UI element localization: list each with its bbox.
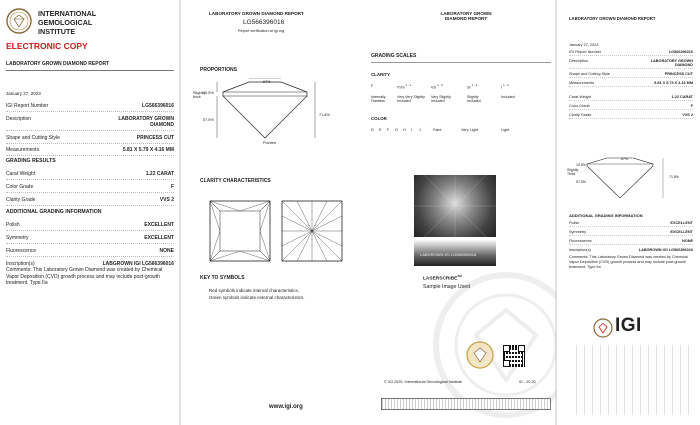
- row-clarity: Clarity Grade VVS 2: [6, 194, 174, 206]
- row-carat: Carat Weight 1.22 CARAT: [6, 168, 174, 180]
- clarity-desc-if: Internally Flawless: [371, 95, 386, 104]
- igi-hologram-seal-icon: [465, 340, 495, 370]
- color-desc-very-light: Very Light: [461, 128, 478, 132]
- report-middle-panel: [181, 0, 555, 425]
- col2-title: LABORATORY GROWN DIAMOND REPORT: [440, 11, 492, 22]
- row-report-number: IGI Report Number LG566396016: [6, 100, 174, 112]
- right-row-carat: Carat Weight 1.22 CARAT: [569, 93, 693, 101]
- color-scale-label: COLOR: [371, 116, 387, 121]
- right-row-inscription: Inscription(s) LABGROWN IGI LG566396016: [569, 247, 693, 252]
- color-letter-h: H: [403, 128, 406, 132]
- igi-logo-seal-icon: [593, 318, 613, 338]
- right-row-symmetry: Symmetry EXCELLENT: [569, 228, 693, 236]
- right-row-polish: Polish EXCELLENT: [569, 219, 693, 227]
- electronic-copy-label: ELECTRONIC COPY: [6, 41, 88, 51]
- mid-report-title: LABORATORY GROWN DIAMOND REPORT: [209, 11, 304, 16]
- proportions-heading: PROPORTIONS: [200, 67, 237, 73]
- igi-seal-icon: [6, 8, 32, 34]
- clarity-desc-vvs: Very Very Slightly Included: [397, 95, 425, 104]
- color-letter-i: I: [411, 128, 413, 132]
- color-letter-g: G: [395, 128, 398, 132]
- sample-image-label: Sample Image Used: [423, 284, 470, 290]
- color-desc-light: Light: [501, 128, 510, 132]
- clarity-plot-crown-icon: [209, 200, 271, 262]
- proportions-diagram-icon: [211, 78, 321, 148]
- crown-percent: 10.5%: [203, 91, 214, 95]
- clarity-desc-vs: Very Slightly Included: [431, 95, 451, 104]
- org-name-line-1: INTERNATIONAL: [38, 9, 97, 18]
- clarity-grade-vs: VS $^{1 - 2}$: [431, 83, 443, 90]
- right-report-title: LABORATORY GROWN DIAMOND REPORT: [569, 16, 656, 21]
- row-color: Color Grade F: [6, 181, 174, 193]
- right-girdle-label: Slightly Thick: [567, 168, 579, 177]
- row-description: Description LABORATORY GROWN DIAMOND: [6, 113, 174, 131]
- report-date: January 27, 2023: [6, 91, 41, 96]
- table-percent: 67%: [263, 80, 271, 84]
- right-date: January 27, 2023: [569, 43, 599, 47]
- right-pavilion-percent: 57.5%: [576, 180, 586, 184]
- right-row-color: Color Grade F: [569, 102, 693, 110]
- report-left-panel: [0, 0, 180, 425]
- color-letter-f: F: [387, 128, 390, 132]
- grading-scales-heading: GRADING SCALES: [371, 53, 417, 59]
- key-line-red: Red symbols indicate internal characteristics.: [209, 288, 300, 293]
- clarity-desc-si: Slightly Included: [467, 95, 481, 104]
- right-row-shape: Shape and Cutting Style PRINCESS CUT: [569, 70, 693, 78]
- clarity-desc-i: Included: [501, 95, 515, 99]
- clarity-grade-f: F: [371, 84, 374, 88]
- report-title: LABORATORY GROWN DIAMOND REPORT: [6, 61, 110, 67]
- right-proportions-diagram-icon: [579, 156, 669, 200]
- clarity-plot-pavilion-icon: [281, 200, 343, 262]
- comments-text: Comments: This Laboratory Grown Diamond was created by Chemical Vapor Deposition (CVD) growth process and may include post-growth treatment. Type IIa: [6, 267, 163, 286]
- color-letter-e: E: [379, 128, 382, 132]
- row-inscription: Inscription(s) LABGROWN IGI LG566396016: [6, 261, 174, 267]
- diamond-photo: [414, 175, 496, 237]
- copyright-text: © IGI 2020, International Gemological Institute: [384, 380, 462, 384]
- row-measurements: Measurements 5.81 X 5.79 X 4.16 MM: [6, 144, 174, 156]
- key-to-symbols-heading: KEY TO SYMBOLS: [200, 275, 245, 281]
- clarity-grade-si: SI $^{1 - 2}$: [467, 83, 478, 90]
- right-table-percent: 67%: [621, 157, 629, 161]
- org-name-line-2: GEMOLOGICAL: [38, 18, 93, 27]
- right-row-measurements: Measurements 5.81 X 5.79 X 4.16 MM: [569, 79, 693, 87]
- clarity-scale-label: CLARITY: [371, 72, 391, 77]
- clarity-characteristics-heading: CLARITY CHARACTERISTICS: [200, 178, 271, 184]
- right-row-clarity: Clarity Grade VVS 2: [569, 111, 693, 119]
- color-letter-j: J: [419, 128, 421, 132]
- laserscribe-label: LASERSCRIBE℠: [423, 274, 462, 282]
- qr-code[interactable]: [503, 345, 525, 367]
- form-code: ID - 10.20: [519, 380, 536, 384]
- girdle-label: Slightly thick: [193, 91, 206, 100]
- right-row-fluorescence: Fluorescence NONE: [569, 237, 693, 245]
- laser-inscription-photo: LABGROWN IGI LG566396016: [414, 240, 496, 266]
- depth-percent: 71.8%: [319, 113, 330, 117]
- row-symmetry: Symmetry EXCELLENT: [6, 232, 174, 244]
- right-depth-percent: 71.8%: [669, 175, 679, 179]
- right-comments: Comments: This Laboratory Grown Diamond was created by Chemical Vapor Deposition (CVD) growth process and may include post-growth treatment. Type IIa: [569, 255, 688, 269]
- row-polish: Polish EXCELLENT: [6, 219, 174, 231]
- row-shape: Shape and Cutting Style PRINCESS CUT: [6, 132, 174, 144]
- clarity-grade-vvs: VVS $^{1 - 2}$: [397, 83, 412, 90]
- right-crown-percent: 10.5%: [576, 163, 586, 167]
- row-fluorescence: Fluorescence NONE: [6, 245, 174, 257]
- culet-label: Pointed: [263, 141, 276, 145]
- igi-logo-text: IGI: [615, 315, 642, 336]
- color-letter-d: D: [371, 128, 374, 132]
- rotated-summary-block: [571, 345, 693, 415]
- clarity-grade-i: I $^{1 - 3}$: [501, 83, 509, 90]
- additional-grading-heading: ADDITIONAL GRADING INFORMATION: [6, 209, 102, 215]
- security-strip: [381, 398, 551, 410]
- right-additional-heading: ADDITIONAL GRADING INFORMATION: [569, 213, 643, 218]
- grading-results-heading: GRADING RESULTS: [6, 158, 56, 164]
- right-row-number: IGI Report Number LG566396016: [569, 48, 693, 56]
- key-line-green: Green symbols indicate external characteristics.: [209, 295, 305, 300]
- verification-text: Report verification at igi.org: [238, 29, 285, 33]
- color-desc-faint: Faint: [433, 128, 442, 132]
- right-row-description: Description LABORATORY GROWN DIAMOND: [569, 57, 693, 69]
- org-name-line-3: INSTITUTE: [38, 27, 76, 36]
- report-right-panel: [556, 0, 700, 425]
- mid-report-number: LG566396016: [243, 19, 285, 26]
- pavilion-percent: 57.5%: [203, 118, 214, 122]
- website-link[interactable]: www.igi.org: [269, 404, 303, 410]
